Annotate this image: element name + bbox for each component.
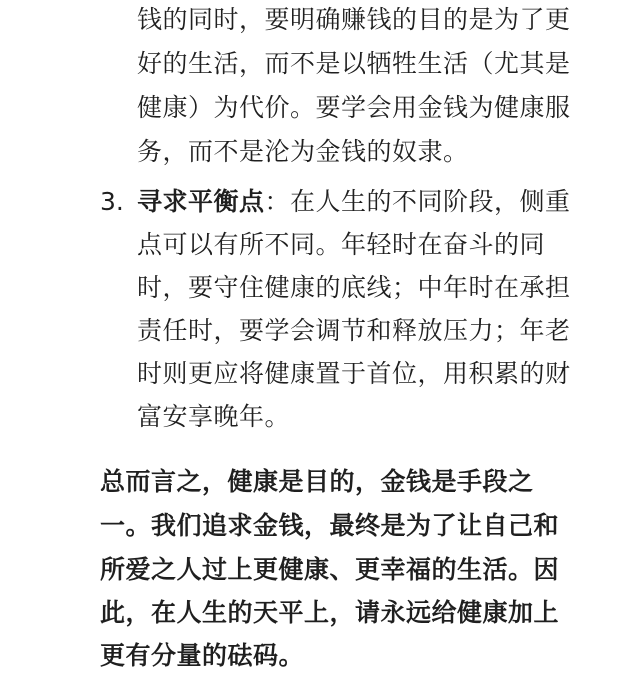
item-2-line-3: 健康）为代价。要学会用金钱为健康服 bbox=[137, 93, 571, 122]
item-3-line-5: 时则更应将健康置于首位，用积累的财 bbox=[137, 359, 571, 388]
item-3-heading: 寻求平衡点 bbox=[137, 187, 265, 216]
item-3-line-2: 点可以有所不同。年轻时在奋斗的同 bbox=[137, 230, 546, 259]
item-2-line-1: 钱的同时，要明确赚钱的目的是为了更 bbox=[137, 5, 571, 34]
summary-line-1: 总而言之，健康是目的，金钱是手段之 bbox=[100, 467, 534, 496]
list-marker-3: 3. bbox=[100, 187, 124, 216]
item-3-first-line bbox=[137, 184, 571, 220]
item-2-line-4: 务，而不是沦为金钱的奴隶。 bbox=[137, 137, 469, 166]
item-3-line-6: 富安享晚年。 bbox=[137, 402, 291, 431]
item-3-line-4: 责任时，要学会调节和释放压力；年老 bbox=[137, 316, 571, 345]
summary-line-5: 更有分量的砝码。 bbox=[100, 641, 305, 670]
summary-line-3: 所爱之人过上更健康、更幸福的生活。因 bbox=[100, 555, 560, 584]
summary-line-2: 一。我们追求金钱，最终是为了让自己和 bbox=[100, 511, 560, 540]
item-3-line-3: 时，要守住健康的底线；中年时在承担 bbox=[137, 273, 571, 302]
item-2-line-2: 好的生活，而不是以牺牲生活（尤其是 bbox=[137, 49, 571, 78]
item-3-first-line-rest: ：在人生的不同阶段，侧重 bbox=[264, 187, 571, 216]
summary-line-4: 此，在人生的天平上，请永远给健康加上 bbox=[100, 598, 560, 627]
